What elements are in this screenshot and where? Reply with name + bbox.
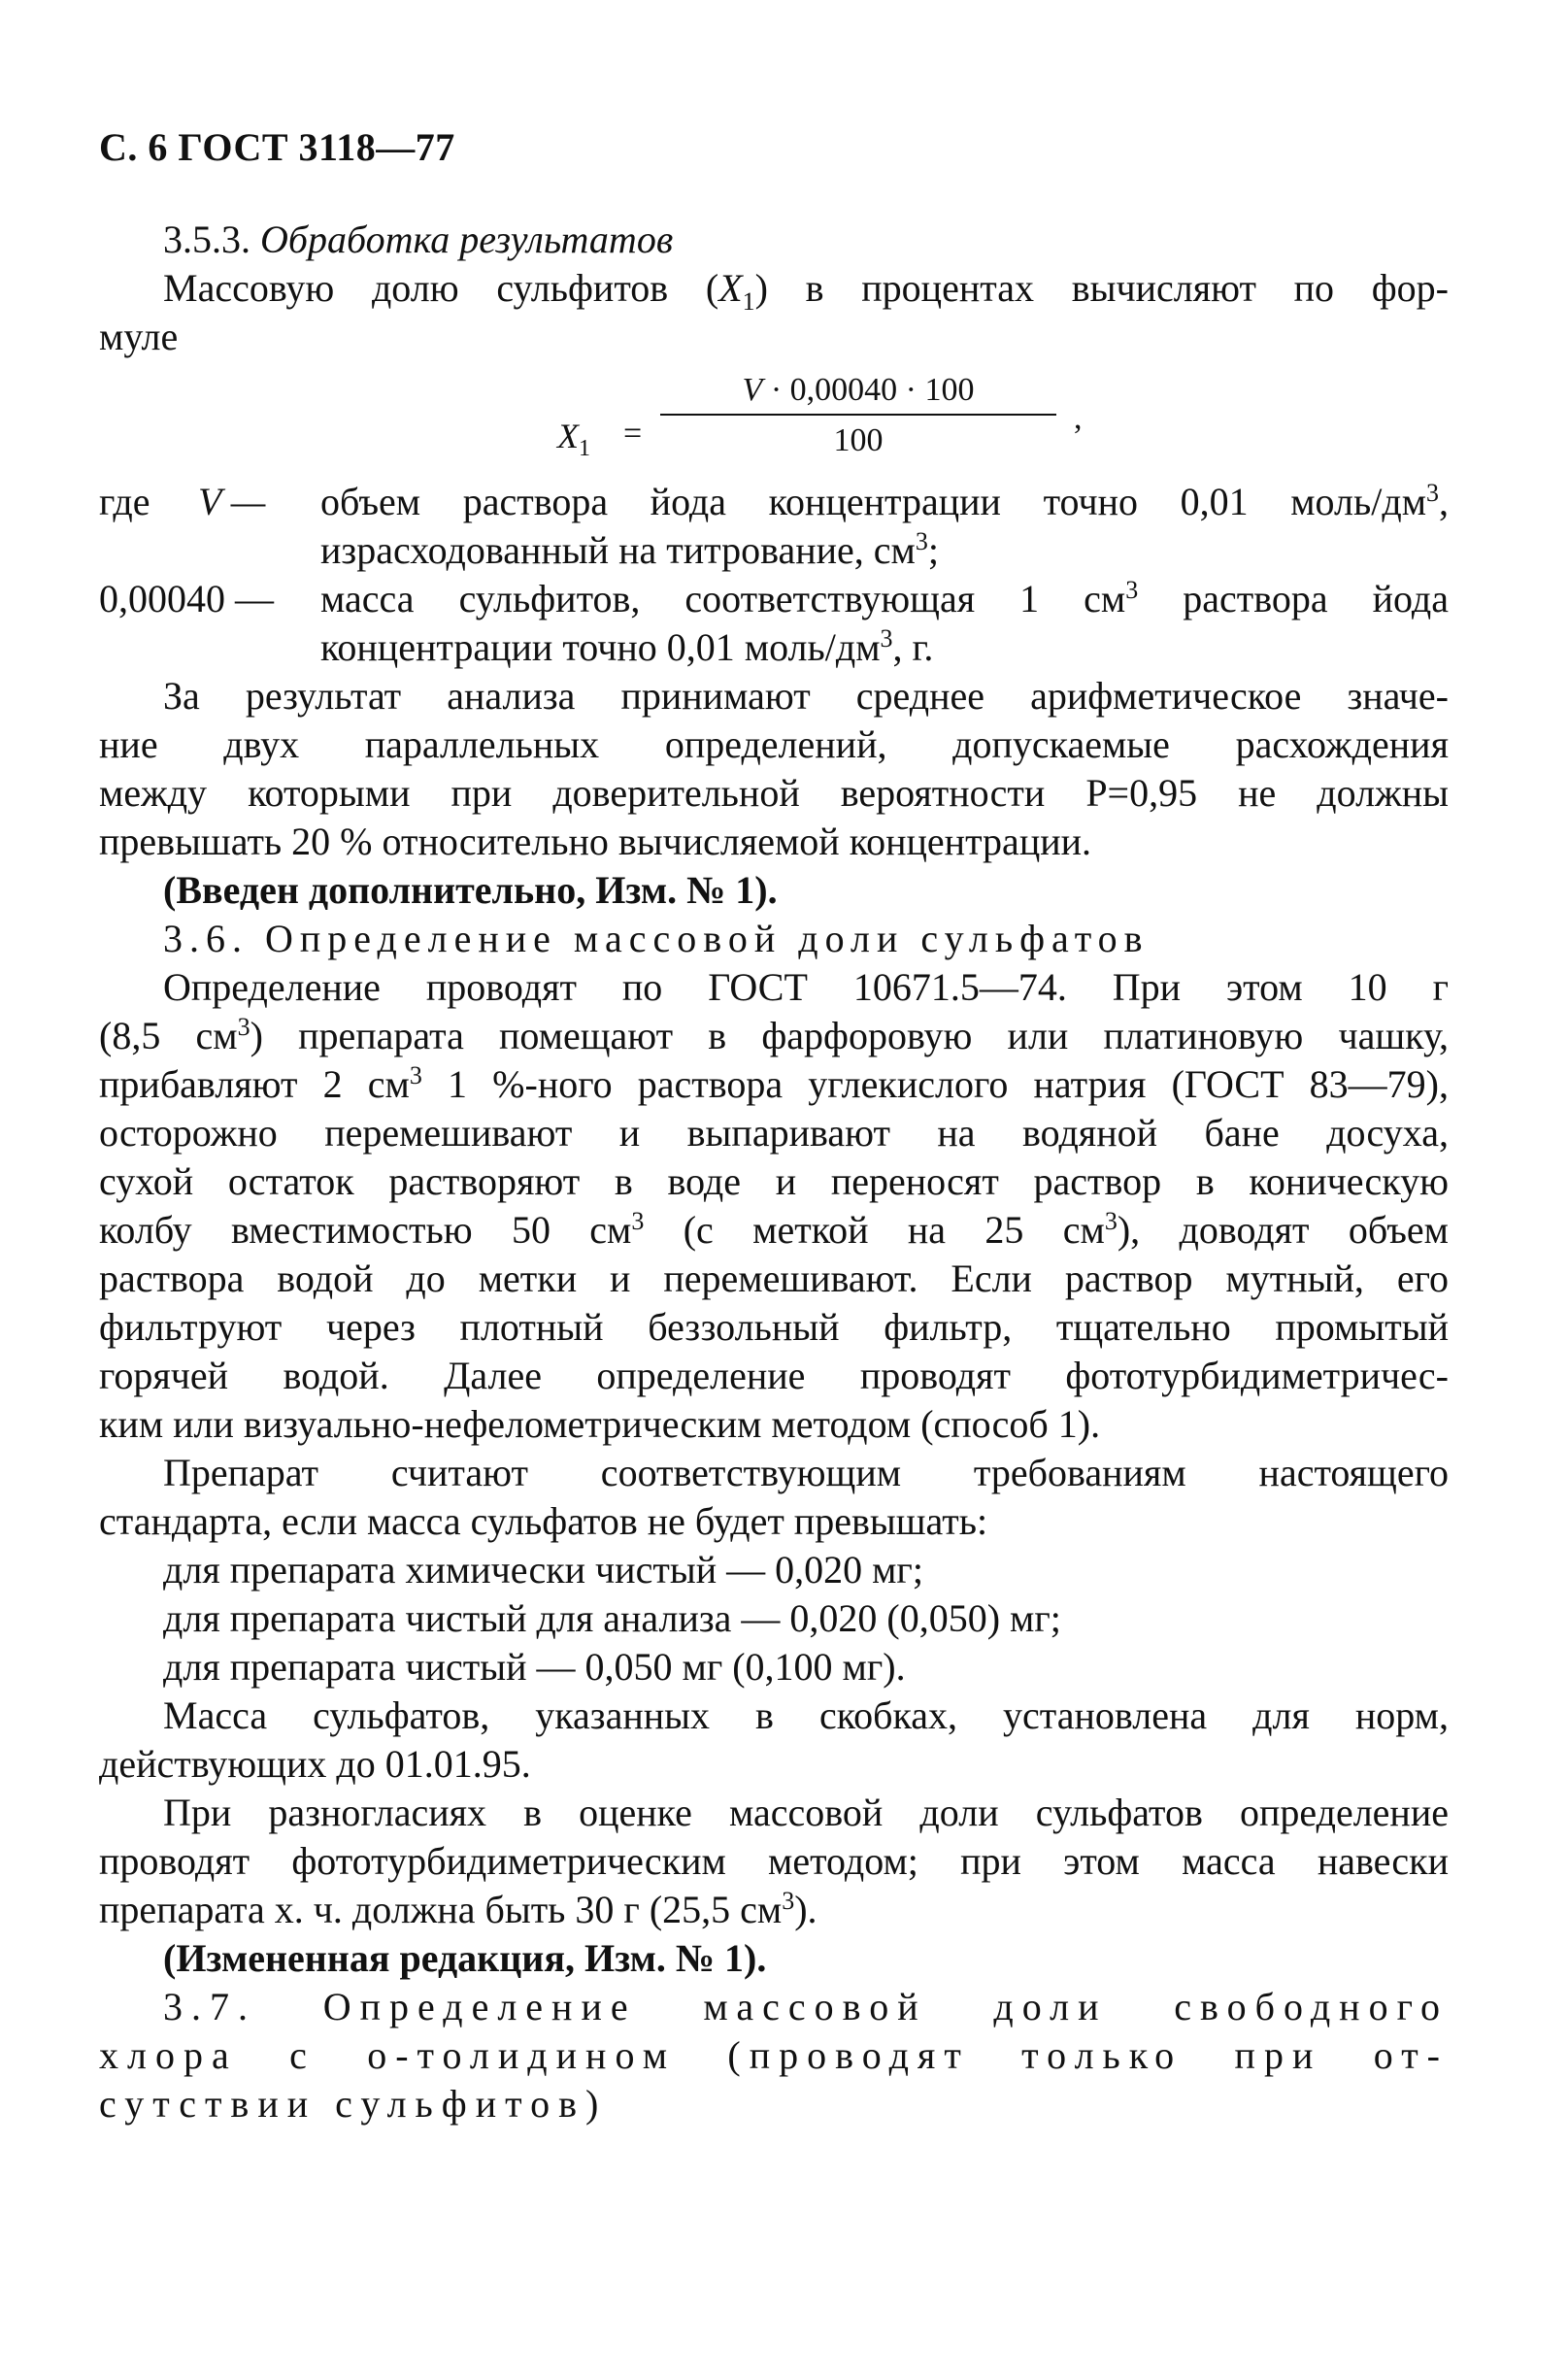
- list-item: для препарата чистый — 0,050 мг (0,100 мг).: [163, 1645, 906, 1689]
- superscript-3: 3: [631, 1207, 645, 1235]
- paragraph-line: препарата х. ч. должна быть 30 г (25,5 $см^3$).: [99, 1887, 817, 1931]
- where-label: где: [99, 480, 150, 523]
- text-run: Массовую долю сульфитов (: [163, 266, 719, 310]
- formula-subscript: 1: [579, 436, 590, 462]
- where-const-desc: концентрации точно 0,01 моль/$дм^3$, г.: [320, 624, 934, 669]
- list-item: для препарата чистый для анализа — 0,020 (0,050) мг;: [163, 1596, 1061, 1640]
- superscript-3: 3: [782, 1887, 795, 1915]
- section-3-7-title: хлора с о-толидином (проводят только при от-: [99, 2033, 1449, 2077]
- text-run: ) в процентах вычисляют по фор-: [754, 266, 1449, 310]
- superscript-3: 3: [880, 624, 893, 653]
- where-row: [99, 478, 1449, 526]
- formula-comma: ,: [1074, 400, 1083, 436]
- paragraph-line: горячей водой. Далее определение проводят фототурбидиметричес-: [99, 1354, 1449, 1397]
- paragraph-line: муле: [99, 315, 179, 358]
- where-row: [99, 575, 1449, 623]
- where-var: V —: [198, 480, 266, 523]
- formula-lhs: [557, 412, 590, 473]
- where-const-desc: масса сульфитов, соответствующая 1 $см^3$ раствора йода: [320, 576, 1450, 620]
- fraction-bar: [660, 414, 1056, 416]
- paragraph-line: Препарат считают соответствующим требованиям настоящего: [163, 1451, 1449, 1494]
- paragraph-line: проводят фототурбидиметрическим методом; при этом масса навески: [99, 1839, 1449, 1883]
- where-row: [99, 623, 1449, 672]
- superscript-3: 3: [1104, 1207, 1118, 1235]
- superscript-3: 3: [1125, 576, 1139, 604]
- where-var-desc: израсходованный на титрование, $см^3$;: [320, 527, 939, 572]
- section-3-5-3-heading: [99, 216, 1449, 264]
- formula-numerator: [660, 369, 1056, 412]
- page-content: [99, 216, 1449, 2128]
- paragraph-line: стандарта, если масса сульфатов не будет превышать:: [99, 1499, 988, 1543]
- paragraph-line: раствора водой до метки и перемешивают. Если раствор мутный, его: [99, 1257, 1449, 1300]
- paragraph-line: фильтруют через плотный беззольный фильтр, тщательно промытый: [99, 1305, 1449, 1349]
- paragraph-line: действующих до 01.01.95.: [99, 1742, 531, 1786]
- paragraph-line: Определение проводят по ГОСТ 10671.5—74. При этом 10 г: [163, 965, 1449, 1009]
- paragraph-line: Масса сульфатов, указанных в скобках, установлена для норм,: [163, 1693, 1449, 1737]
- paragraph-line: За результат анализа принимают среднее арифметическое значе-: [163, 674, 1449, 718]
- superscript-3: 3: [1426, 479, 1439, 507]
- page-header: С. 6 ГОСТ 3118—77: [99, 125, 455, 169]
- superscript-3: 3: [237, 1013, 250, 1041]
- paragraph-line: превышать 20 % относительно вычисляемой концентрации.: [99, 820, 1092, 863]
- paragraph-line: При разногласиях в оценке массовой доли сульфатов определение: [163, 1791, 1449, 1834]
- superscript-3: 3: [409, 1061, 422, 1089]
- section-3-7-title: сутствии сульфитов): [99, 2082, 608, 2126]
- paragraph-line: между которыми при доверительной вероятности P=0,95 не должны: [99, 771, 1449, 815]
- formula: [99, 361, 1449, 478]
- section-3-6-title: 3.6. Определение массовой доли сульфатов: [163, 917, 1150, 960]
- list-item: для препарата химически чистый — 0,020 мг;: [163, 1548, 923, 1592]
- paragraph-line: ние двух параллельных определений, допускаемые расхождения: [99, 722, 1449, 766]
- amendment-note: (Измененная редакция, Изм. № 1).: [163, 1936, 767, 1980]
- section-3-7-title: 3.7. Определение массовой доли свободного: [163, 1985, 1449, 2028]
- paragraph-line: ким или визуально-нефелометрическим методом (способ 1).: [99, 1402, 1101, 1446]
- section-title: Обработка результатов: [260, 218, 674, 261]
- formula-equals: =: [623, 416, 643, 452]
- paragraph-line: [99, 264, 1449, 316]
- paragraph-line: колбу вместимостью 50 $см^3$ (с меткой на 25 $см^3$), доводят объем: [99, 1207, 1449, 1252]
- formula-denominator: 100: [833, 422, 884, 458]
- superscript-3: 3: [915, 527, 928, 555]
- paragraph-line: осторожно перемешивают и выпаривают на водяной бане досуха,: [99, 1111, 1449, 1155]
- numerator-var: V: [742, 372, 763, 408]
- subscript: 1: [742, 287, 755, 316]
- paragraph-line: (8,5 $см^3$) препарата помещают в фарфоровую или платиновую чашку,: [99, 1013, 1450, 1057]
- formula-var: X: [557, 417, 579, 455]
- amendment-note: (Введен дополнительно, Изм. № 1).: [163, 868, 778, 912]
- section-number: 3.5.3.: [163, 218, 250, 261]
- paragraph-line: прибавляют 2 $см^3$ 1 %-ного раствора углекислого натрия (ГОСТ 83—79),: [99, 1061, 1449, 1106]
- variable-x: X: [718, 266, 743, 310]
- numerator-rest: · 0,00040 · 100: [762, 372, 975, 408]
- where-var-desc: объем раствора йода концентрации точно 0,01 моль/$дм^3$,: [320, 479, 1449, 523]
- where-row: [99, 526, 1449, 575]
- formula-fraction: [660, 369, 1056, 462]
- where-const: 0,00040 —: [99, 577, 274, 620]
- paragraph-line: сухой остаток растворяют в воде и переносят раствор в коническую: [99, 1159, 1449, 1203]
